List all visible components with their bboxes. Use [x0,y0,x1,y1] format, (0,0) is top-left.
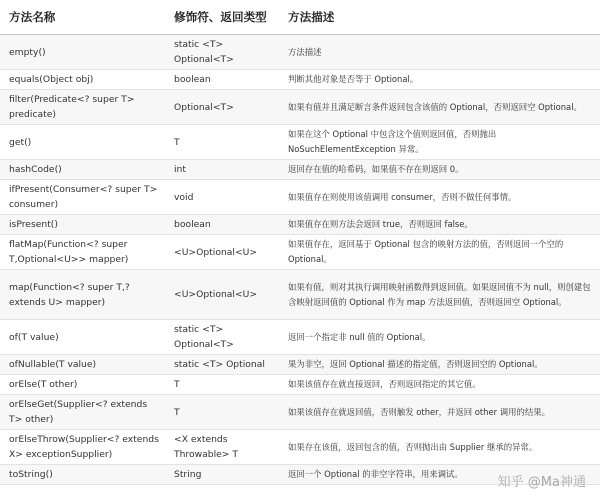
header-return-type: 修饰符、返回类型 [165,0,279,35]
cell-return-type: <X extends Throwable> T [165,430,279,465]
cell-method-name: of(T value) [0,320,165,355]
cell-return-type: T [165,395,279,430]
cell-return-type: static <T> Optional [165,355,279,375]
table-row [0,375,600,395]
cell-method-name: equals(Object obj) [0,70,165,90]
cell-method-name: flatMap(Function<? super T,Optional<U>> mapper) [0,235,165,270]
cell-method-name: hashCode() [0,160,165,180]
table-row [0,125,600,160]
cell-method-name: isPresent() [0,215,165,235]
cell-return-type: <U>Optional<U> [165,235,279,270]
table-row [0,160,600,180]
cell-description: 如果在这个 Optional 中包含这个值则返回值，否则抛出 NoSuchElementException 异常。 [279,125,600,160]
cell-return-type: T [165,125,279,160]
cell-method-name: map(Function<? super T,? extends U> mapper) [0,270,165,320]
table-body [0,35,600,485]
cell-description: 如果值存在则使用该值调用 consumer，否则不做任何事情。 [279,180,600,215]
cell-description: 返回存在值的哈希码，如果值不存在则返回 0。 [279,160,600,180]
table-row [0,90,600,125]
cell-return-type: String [165,465,279,485]
table-row [0,215,600,235]
cell-return-type: boolean [165,215,279,235]
table-row [0,355,600,375]
table-row [0,395,600,430]
cell-return-type: int [165,160,279,180]
cell-description: 果为非空，返回 Optional 描述的指定值，否则返回空的 Optional。 [279,355,600,375]
cell-method-name: orElse(T other) [0,375,165,395]
table-row [0,180,600,215]
cell-method-name: ofNullable(T value) [0,355,165,375]
cell-description: 返回一个 Optional 的非空字符串，用来调试。 [279,465,600,485]
cell-description: 如果存在该值，返回包含的值，否则抛出由 Supplier 继承的异常。 [279,430,600,465]
cell-description: 如果值存在则方法会返回 true，否则返回 false。 [279,215,600,235]
cell-method-name: filter(Predicate<? super T> predicate) [0,90,165,125]
cell-description: 判断其他对象是否等于 Optional。 [279,70,600,90]
header-description: 方法描述 [279,0,600,35]
cell-return-type: <U>Optional<U> [165,270,279,320]
cell-method-name: orElseGet(Supplier<? extends T> other) [0,395,165,430]
cell-description: 返回一个指定非 null 值的 Optional。 [279,320,600,355]
watermark [498,471,586,490]
cell-description: 如果有值，则对其执行调用映射函数得到返回值。如果返回值不为 null，则创建包含映射返回值的 Optional 作为 map 方法返回值，否则返回空 Optional。 [279,270,600,320]
cell-return-type: boolean [165,70,279,90]
cell-description: 如果该值存在就直接返回，否则返回指定的其它值。 [279,375,600,395]
cell-method-name: empty() [0,35,165,70]
table-row [0,320,600,355]
cell-return-type: void [165,180,279,215]
cell-return-type: T [165,375,279,395]
cell-method-name: orElseThrow(Supplier<? extends X> exceptionSupplier) [0,430,165,465]
cell-return-type: static <T> Optional<T> [165,35,279,70]
cell-method-name: ifPresent(Consumer<? super T> consumer) [0,180,165,215]
table-header-row [0,0,600,35]
cell-method-name: get() [0,125,165,160]
table-row [0,270,600,320]
table-row [0,430,600,465]
cell-return-type: static <T> Optional<T> [165,320,279,355]
watermark-text: 知乎 @Ma神通 [497,475,586,490]
table-row [0,235,600,270]
cell-description: 方法描述 [279,35,600,70]
cell-return-type: Optional<T> [165,90,279,125]
cell-method-name: toString() [0,465,165,485]
header-method-name: 方法名称 [0,0,165,35]
cell-description: 如果值存在，返回基于 Optional 包含的映射方法的值，否则返回一个空的 Optional。 [279,235,600,270]
table-row [0,35,600,70]
cell-description: 如果该值存在就返回值，否则触发 other，并返回 other 调用的结果。 [279,395,600,430]
cell-description: 如果有值并且满足断言条件返回包含该值的 Optional，否则返回空 Optional。 [279,90,600,125]
table-row [0,70,600,90]
